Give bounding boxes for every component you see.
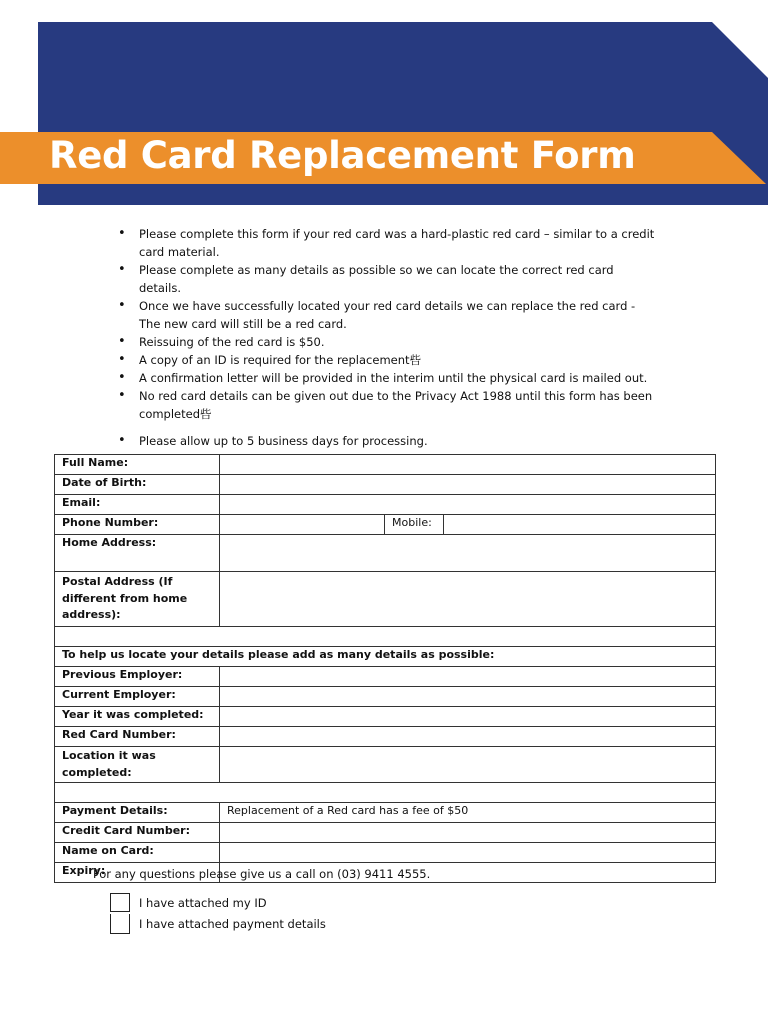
list-item: • Once we have successfully located your red card details we can replace the red card - The new card will still be a red card.: [118, 297, 658, 333]
table-row: [55, 627, 716, 647]
contact-note: For any questions please give us a call on (03) 9411 4555.: [93, 867, 431, 881]
id-checkbox[interactable]: [110, 893, 130, 912]
dob-field[interactable]: [220, 475, 716, 495]
current-employer-field[interactable]: [220, 687, 716, 707]
header-banner: [0, 0, 770, 210]
mobile-label: Mobile:: [385, 515, 444, 535]
table-row: [55, 667, 716, 687]
credit-card-number-label: Credit Card Number:: [55, 823, 220, 843]
table-row: [55, 783, 716, 803]
phone-field[interactable]: [220, 515, 385, 535]
dob-label: Date of Birth:: [55, 475, 220, 495]
previous-employer-label: Previous Employer:: [55, 667, 220, 687]
id-checkbox-label: I have attached my ID: [139, 895, 267, 910]
table-row: [55, 823, 716, 843]
mobile-field[interactable]: [444, 515, 716, 535]
email-label: Email:: [55, 495, 220, 515]
checkbox-row-id[interactable]: [110, 892, 326, 913]
phone-label: Phone Number:: [55, 515, 220, 535]
table-row: [55, 727, 716, 747]
location-completed-field[interactable]: [220, 747, 716, 783]
year-completed-field[interactable]: [220, 707, 716, 727]
payment-details-label: Payment Details:: [55, 803, 220, 823]
payment-checkbox-label: I have attached payment details: [139, 916, 326, 931]
table-row: [55, 843, 716, 863]
list-item: • Please complete this form if your red card was a hard-plastic red card – similar to a credit card material.: [118, 225, 658, 261]
current-employer-label: Current Employer:: [55, 687, 220, 707]
table-row: [55, 707, 716, 727]
list-item: • Reissuing of the red card is $50.: [118, 333, 658, 351]
table-row: [55, 572, 716, 627]
home-address-label: Home Address:: [55, 535, 220, 572]
locate-heading: To help us locate your details please add as many details as possible:: [55, 647, 716, 667]
table-row: [55, 687, 716, 707]
page-title: Red Card Replacement Form: [49, 134, 636, 177]
list-item: • Please complete as many details as possible so we can locate the correct red card details.: [118, 261, 658, 297]
replacement-form-table: [54, 454, 716, 883]
list-item: • No red card details can be given out due to the Privacy Act 1988 until this form has been completed呰: [118, 387, 658, 423]
spacer-row: [55, 783, 716, 803]
full-name-field[interactable]: [220, 455, 716, 475]
red-card-number-field[interactable]: [220, 727, 716, 747]
year-completed-label: Year it was completed:: [55, 707, 220, 727]
red-card-number-label: Red Card Number:: [55, 727, 220, 747]
table-row: [55, 803, 716, 823]
list-item: • A confirmation letter will be provided in the interim until the physical card is mailed out.: [118, 369, 658, 387]
table-row: [55, 747, 716, 783]
postal-address-field[interactable]: [220, 572, 716, 627]
name-on-card-field[interactable]: [220, 843, 716, 863]
list-item: • Please allow up to 5 business days for processing.: [118, 432, 658, 450]
name-on-card-label: Name on Card:: [55, 843, 220, 863]
postal-address-label: Postal Address (If different from home address):: [55, 572, 220, 627]
email-field[interactable]: [220, 495, 716, 515]
list-item: • A copy of an ID is required for the replacement呰: [118, 351, 658, 369]
table-row: [55, 647, 716, 667]
spacer-row: [55, 627, 716, 647]
instructions-list: [118, 225, 658, 450]
table-row: [55, 455, 716, 475]
table-row: [55, 495, 716, 515]
previous-employer-field[interactable]: [220, 667, 716, 687]
location-completed-label: Location it was completed:: [55, 747, 220, 783]
credit-card-number-field[interactable]: [220, 823, 716, 843]
banner-graphic: [0, 0, 770, 210]
table-row: [55, 515, 716, 535]
payment-checkbox[interactable]: [110, 914, 130, 934]
home-address-field[interactable]: [220, 535, 716, 572]
expiry-label: Expiry:: [55, 863, 220, 883]
full-name-label: Full Name:: [55, 455, 220, 475]
attachment-checklist: [110, 892, 326, 934]
table-row: [55, 475, 716, 495]
payment-note: Replacement of a Red card has a fee of $50: [220, 803, 716, 823]
checkbox-row-payment[interactable]: [110, 913, 326, 934]
table-row: [55, 535, 716, 572]
